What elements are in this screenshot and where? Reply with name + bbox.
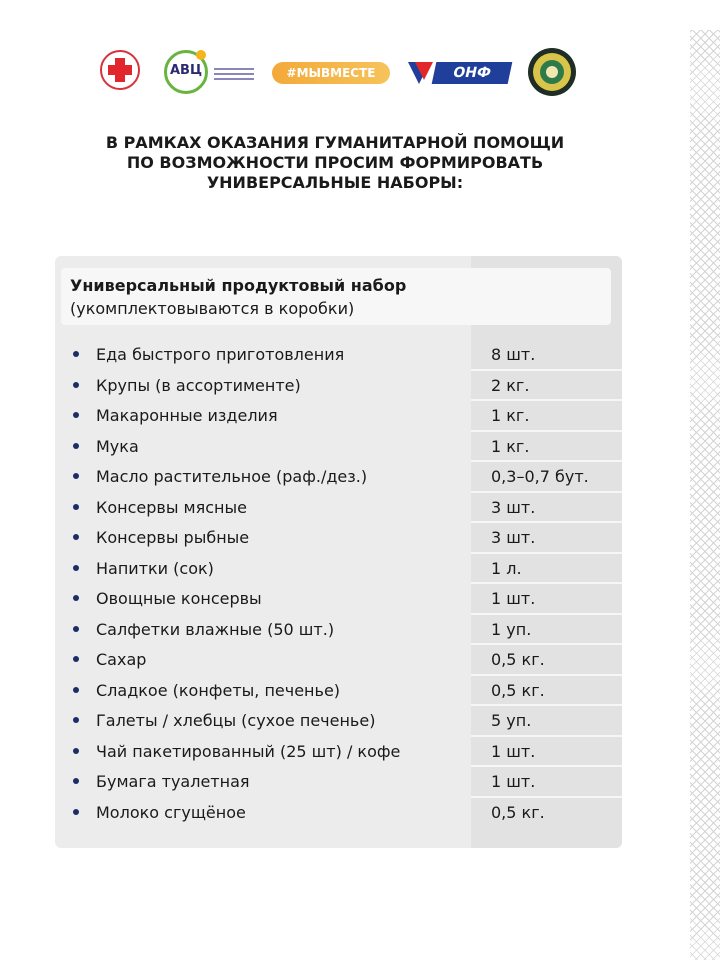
bullet-icon: [73, 626, 79, 632]
item-name: Мука: [96, 436, 139, 456]
item-name: Галеты / хлебцы (сухое печенье): [96, 711, 376, 730]
item-name: Еда быстрого приготовления: [96, 345, 345, 364]
item-qty: 3 шт.: [491, 497, 536, 517]
item-list: [55, 340, 622, 828]
list-item: [55, 371, 622, 402]
list-item: [55, 676, 622, 707]
onf-logo: [408, 60, 514, 86]
item-qty: 5 уп.: [491, 711, 532, 730]
list-item: [55, 737, 622, 768]
item-name: Масло растительное (раф./дез.): [96, 467, 368, 486]
bullet-icon: [73, 504, 79, 510]
emblem-logo: [528, 48, 576, 96]
item-qty: 1 шт.: [491, 741, 536, 761]
item-qty: 3 шт.: [491, 528, 536, 547]
list-item: [55, 584, 622, 615]
item-qty: 0,5 кг.: [491, 650, 545, 669]
item-qty: 8 шт.: [491, 345, 536, 364]
item-qty: 0,5 кг.: [491, 680, 545, 700]
partner-logos: [96, 48, 580, 100]
bullet-icon: [73, 473, 79, 479]
bullet-icon: [73, 351, 79, 357]
item-name: Напитки (сок): [96, 558, 214, 578]
item-name: Бумага туалетная: [96, 772, 250, 791]
bullet-icon: [73, 565, 79, 571]
avc-logo-text: АВЦ: [169, 63, 203, 78]
list-item: [55, 432, 622, 463]
heading-line: ПО ВОЗМОЖНОСТИ ПРОСИМ ФОРМИРОВАТЬ: [126, 153, 544, 172]
item-name: Сладкое (конфеты, печенье): [96, 680, 341, 700]
food-set-card: [55, 256, 622, 848]
list-item: [55, 767, 622, 798]
item-qty: 1 л.: [491, 558, 522, 578]
bullet-icon: [73, 809, 79, 815]
list-item: [55, 706, 622, 737]
decorative-pattern: [690, 30, 720, 960]
bullet-icon: [73, 382, 79, 388]
list-item: [55, 554, 622, 585]
list-item: [55, 462, 622, 493]
bullet-icon: [73, 717, 79, 723]
item-name: Консервы мясные: [96, 497, 247, 517]
item-qty: 1 кг.: [491, 436, 530, 456]
item-qty: 2 кг.: [491, 375, 530, 395]
card-subtitle: (укомплектовываются в коробки): [70, 299, 355, 318]
bullet-icon: [73, 656, 79, 662]
bullet-icon: [73, 595, 79, 601]
bullet-icon: [73, 534, 79, 540]
card-title: Универсальный продуктовый набор: [70, 276, 407, 295]
list-item: [55, 615, 622, 646]
heading-line: УНИВЕРСАЛЬНЫЕ НАБОРЫ:: [206, 173, 464, 192]
item-name: Консервы рыбные: [96, 528, 250, 547]
item-name: Овощные консервы: [96, 589, 262, 608]
item-qty: 1 уп.: [491, 619, 532, 639]
bullet-icon: [73, 443, 79, 449]
item-qty: 0,3–0,7 бут.: [491, 467, 589, 486]
red-cross-logo: [96, 50, 148, 94]
list-item: [55, 798, 622, 829]
list-item: [55, 401, 622, 432]
page-heading: [60, 133, 610, 193]
item-qty: 1 шт.: [491, 589, 536, 608]
item-qty: 1 кг.: [491, 406, 530, 425]
bullet-icon: [73, 748, 79, 754]
bullet-icon: [73, 778, 79, 784]
list-item: [55, 340, 622, 371]
item-name: Чай пакетированный (25 шт) / кофе: [96, 741, 401, 761]
item-name: Молоко сгущёное: [96, 802, 246, 822]
onf-logo-text: ОНФ: [432, 62, 513, 84]
mv-hashtag-logo: #МЫВМЕСТЕ: [272, 62, 390, 84]
item-name: Сахар: [96, 650, 147, 669]
heading-line: В РАМКАХ ОКАЗАНИЯ ГУМАНИТАРНОЙ ПОМОЩИ: [105, 133, 565, 152]
bullet-icon: [73, 687, 79, 693]
bullet-icon: [73, 412, 79, 418]
item-qty: 1 шт.: [491, 772, 536, 791]
item-name: Макаронные изделия: [96, 406, 278, 425]
list-item: [55, 645, 622, 676]
item-qty: 0,5 кг.: [491, 802, 545, 822]
avc-logo: [164, 50, 260, 96]
item-name: Крупы (в ассортименте): [96, 375, 301, 395]
card-header: [61, 268, 611, 325]
list-item: [55, 493, 622, 524]
list-item: [55, 523, 622, 554]
item-name: Салфетки влажные (50 шт.): [96, 619, 335, 639]
